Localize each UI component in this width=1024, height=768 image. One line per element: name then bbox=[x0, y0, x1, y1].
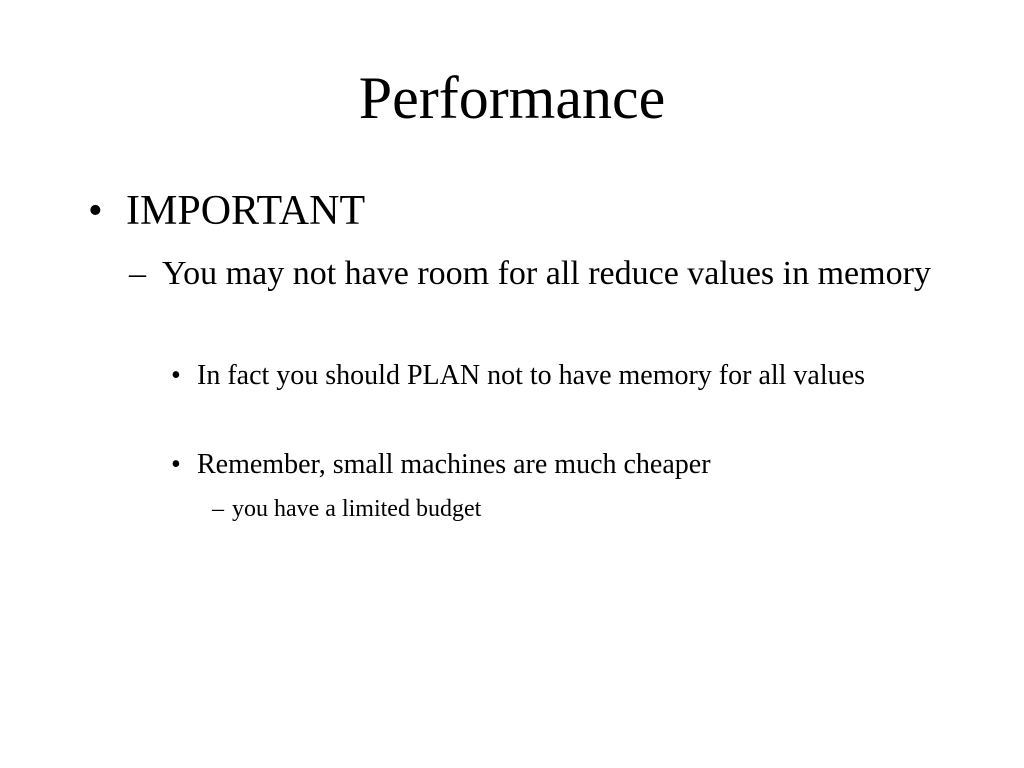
bullet-text: You may not have room for all reduce values in memory bbox=[162, 255, 931, 292]
bullet-level-1 bbox=[88, 186, 366, 236]
bullet-level-3 bbox=[171, 358, 967, 394]
bullet-text: you have a limited budget bbox=[232, 496, 482, 522]
dash-marker: – bbox=[212, 496, 224, 522]
bullet-text: IMPORTANT bbox=[126, 188, 366, 234]
bullet-level-4 bbox=[212, 494, 482, 524]
bullet-level-3 bbox=[171, 447, 967, 483]
bullet-marker: • bbox=[171, 360, 181, 391]
bullet-marker: • bbox=[171, 449, 181, 480]
bullet-marker: • bbox=[88, 188, 103, 234]
bullet-text: Remember, small machines are much cheaper bbox=[197, 449, 711, 480]
bullet-level-2 bbox=[129, 254, 962, 294]
bullet-text: In fact you should PLAN not to have memory for all values bbox=[197, 360, 865, 391]
slide-title: Performance bbox=[358, 65, 666, 131]
dash-marker: – bbox=[129, 255, 146, 292]
